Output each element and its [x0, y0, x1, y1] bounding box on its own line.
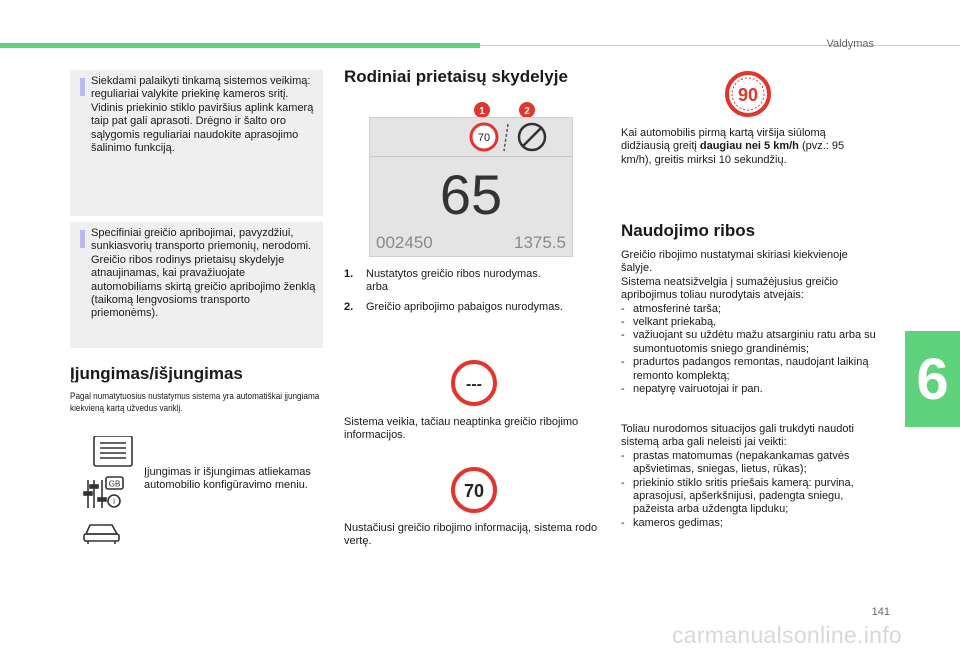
- list-item: - nepatyrę vairuotojai ir pan.: [621, 383, 876, 396]
- limits-heading: Naudojimo ribos: [621, 221, 756, 240]
- info-icon-label: i: [113, 497, 115, 506]
- no-info-sign-icon: [450, 359, 498, 407]
- svg-text:70: 70: [463, 481, 485, 501]
- current-speed: 65: [439, 163, 503, 226]
- note-text: Vidinis priekinio stiklo paviršius aplink kamerą taip pat gali aprasoti. Drėgno ir šalto oro sąlygomis reguliariai naudokite aprasojimo šalinimo funkciją.: [91, 101, 314, 155]
- cluster-legend: [344, 268, 584, 318]
- note-text: Siekdami palaikyti tinkamą sistemos veikimą: reguliariai valykite priekinę kameros sritį.: [91, 75, 311, 101]
- odometer: 002450: [376, 233, 433, 252]
- header-accent-bar: [0, 43, 480, 48]
- flash-text: Kai automobilis pirmą kartą viršija siūlomą didžiausią greitį daugiau nei 5 km/h (pvz.: 95 km/h), greitis mirksi 10 sekundžių.: [621, 127, 845, 166]
- legend-item: 1. Nustatytos greičio ribos nurodymas.: [344, 268, 541, 280]
- speed-sign-icon: [450, 466, 498, 514]
- note-camera-care: [70, 70, 323, 216]
- lang-icon-label: GB: [108, 479, 121, 489]
- list-item: - pradurtos padangos remontas, naudojant laikiną remonto komplektą;: [621, 356, 876, 383]
- list-item: - prastas matomumas (nepakankamas gatvės apšvietimas, sniegas, lietus, rūkas);: [621, 450, 876, 477]
- svg-text:90: 90: [737, 85, 759, 105]
- chapter-tab: 6: [905, 331, 960, 427]
- limits-text: Greičio ribojimo nustatymai skiriasi kiekvienoje šalyje. Sistema neatsižvelgia į sumažėjusius greičio apribojimus toliau nurodytais atvejais: - atmosferinė tarša; - velkant priekabą, - važiuojant su uždėtu mažu atsarginiu ratu arba su sumontuotomis sniego grandinėmis; - pradurtos padangos remontas, naudojant laikiną remonto komplektą; - nepatyrę vairuotojai ir pan.: [621, 249, 876, 396]
- list-item: - priekinio stiklo sritis priešais kamerą: purvina, aprasojusi, apšerkšnijusi, padengta sniegu, pažeista arba uždengta lipduku;: [621, 477, 876, 517]
- watermark: carmanualsonline.info: [671, 622, 902, 648]
- no-info-text: Sistema veikia, tačiau neaptinka greičio ribojimo informacijos.: [344, 416, 579, 442]
- header-rule: [480, 45, 960, 46]
- note-specific-limits: [70, 222, 323, 348]
- menu-instructions: Įjungimas ir išjungimas atliekamas automobilio konfigūravimo meniu.: [144, 466, 311, 492]
- legend-item: arba: [366, 281, 389, 294]
- cluster-limit-value: 70: [477, 132, 491, 144]
- svg-text:---: ---: [466, 376, 482, 393]
- value-shown-text: Nustačiusi greičio ribojimo informaciją, sistema rodo vertę.: [344, 522, 598, 548]
- marker-2-label: 2: [524, 106, 530, 117]
- settings-icons: [80, 436, 140, 551]
- list-item: - važiuojant su uždėtu mažu atsarginiu ratu arba su sumontuotomis sniego grandinėmis;: [621, 329, 876, 356]
- car-icon: [84, 525, 119, 544]
- onoff-intro: Pagal numatytuosius nustatymus sistema yra automatiškai įjungiama kiekvieną kartą užvedus variklį.: [70, 391, 320, 414]
- page-number: 141: [871, 606, 890, 618]
- panel-heading: Rodiniai prietaisų skydelyje: [344, 67, 568, 86]
- note-text: Greičio ribos rodinys prietaisų skydelyje atnaujinamas, kai pravažiuojate automobiliams skirtą greičio apribojimo ženklą (taikomą lengvosioms transporto priemonėms).: [91, 253, 316, 320]
- end-of-limit-icon: [519, 124, 545, 150]
- list-item: - velkant priekabą,: [621, 316, 876, 329]
- section-title: Valdymas: [826, 38, 874, 50]
- screen-menu-icon: [80, 436, 132, 466]
- note-text: Specifiniai greičio apribojimai, pavyzdžiui, sunkiasvorių transporto priemonių, nerodomi.: [91, 227, 312, 253]
- instrument-cluster: [369, 117, 573, 257]
- trouble-list: [621, 450, 876, 530]
- list-item: - atmosferinė tarša;: [621, 303, 876, 316]
- onoff-heading: Įjungimas/išjungimas: [70, 364, 243, 383]
- trouble-text: Toliau nurodomos situacijos gali trukdyti naudoti sistemą arba gali neleisti jai veikti: - prastas matomumas (nepakankamas gatvės apšvietimas, sniegas, lietus, rūkas); - priekinio stiklo sritis priešais kamerą: purvina, aprasojusi, apšerkšnijusi, padengta sniegu, pažeista arba uždengta lipduku; - kameros gedimas;: [621, 423, 876, 530]
- list-item: - kameros gedimas;: [621, 517, 876, 530]
- legend-item: 2. Greičio apribojimo pabaigos nurodymas.: [344, 300, 563, 313]
- note-icon: [80, 230, 85, 248]
- limits-list: [621, 303, 876, 397]
- trip-meter: 1375.5: [514, 233, 566, 252]
- flashing-speed-sign-icon: [724, 70, 772, 118]
- marker-1-label: 1: [479, 106, 485, 117]
- note-icon: [80, 78, 85, 96]
